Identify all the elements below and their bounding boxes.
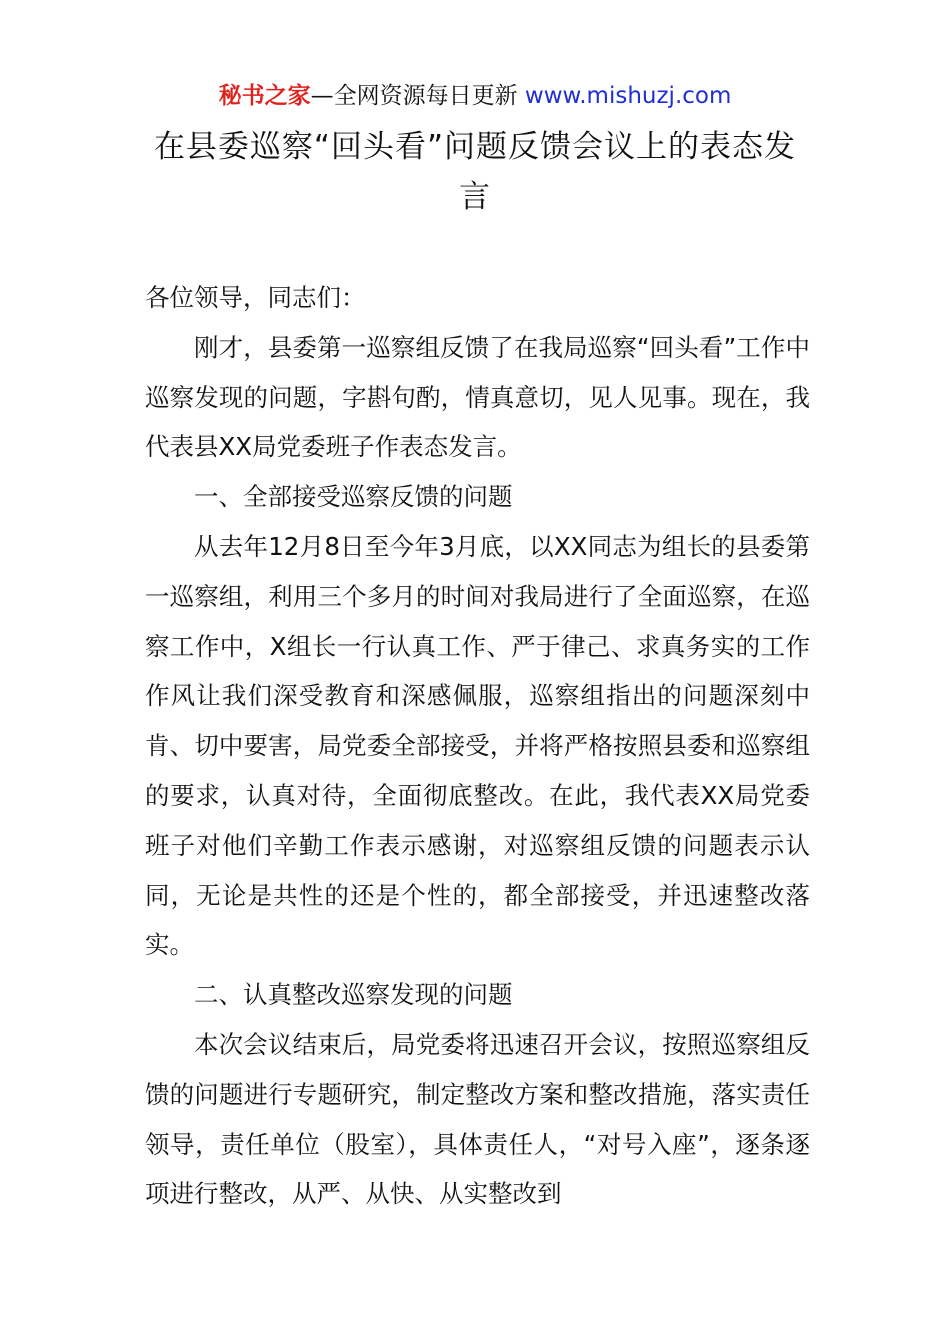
paragraph-intro: 刚才，县委第一巡察组反馈了在我局巡察“回头看”工作中巡察发现的问题，字斟句酌，情真意切，见人见事。现在，我代表县XX局党委班子作表态发言。 — [145, 332, 810, 462]
paragraph-section-1: 从去年12月8日至今年3月底，以XX同志为组长的县委第一巡察组，利用三个多月的时间对我局进行了全面巡察，在巡察工作中，X组长一行认真工作、严于律己、求真务实的工作作风让我们深受教育和深感佩服，巡察组指出的问题深刻中肯、切中要害，局党委全部接受，并将严格按照县委和巡察组的要求，认真对待，全面彻底整改。在此，我代表XX局党委班子对他们辛勤工作表示感谢，对巡察组反馈的问题表示认同，无论是共性的还是个性的，都全部接受，并迅速整改落实。 — [145, 531, 810, 960]
header-tagline: —全网资源每日更新 — [310, 83, 525, 109]
site-url-link[interactable]: www.mishuzj.com — [524, 83, 732, 109]
paragraph-section-2: 本次会议结束后，局党委将迅速召开会议，按照巡察组反馈的问题进行专题研究，制定整改方案和整改措施，落实责任领导，责任单位（股室），具体责任人，“对号入座”，逐条逐项进行整改，从严、从快、从实整改到 — [145, 1029, 810, 1209]
site-header — [0, 80, 950, 112]
section-heading-2: 二、认真整改巡察发现的问题 — [194, 980, 513, 1010]
brand-name: 秘书之家 — [218, 83, 311, 109]
section-heading-1: 一、全部接受巡察反馈的问题 — [194, 482, 513, 512]
salutation: 各位领导，同志们： — [145, 283, 366, 312]
document-title: 在县委巡察“回头看”问题反馈会议上的表态发言 — [153, 129, 797, 215]
document-body — [145, 273, 810, 1219]
